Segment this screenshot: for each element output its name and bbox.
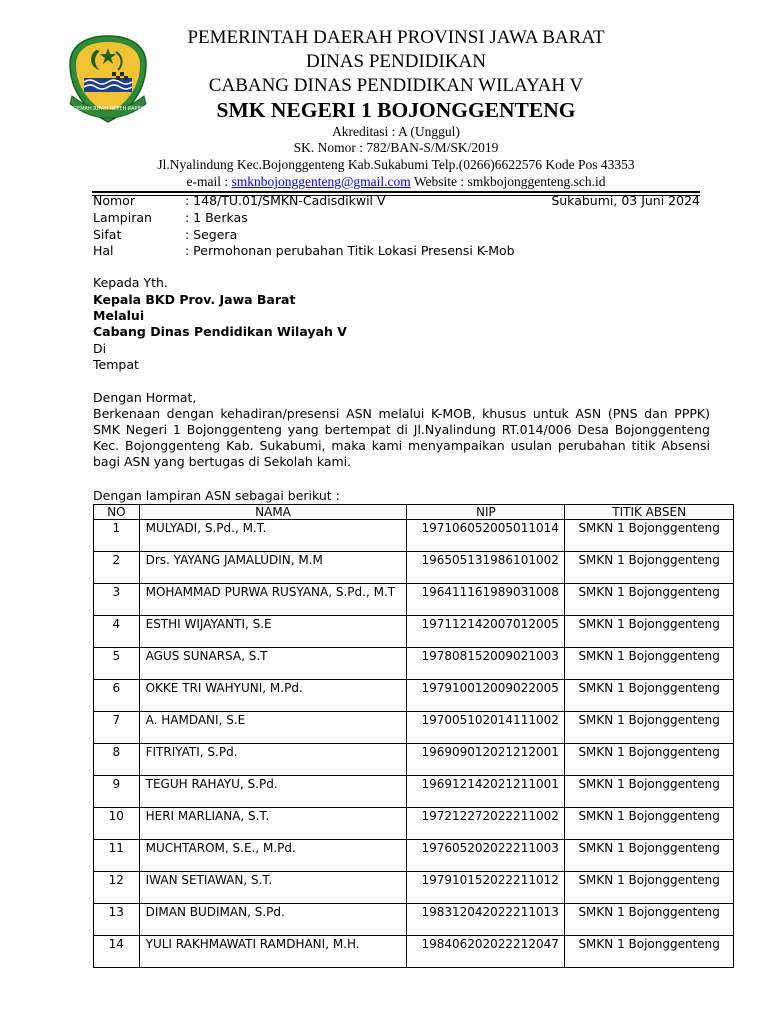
cell-titik-absen: SMKN 1 Bojonggenteng: [565, 808, 734, 840]
asn-table: [93, 504, 734, 968]
table-row: [94, 616, 734, 648]
meta-hal: [93, 243, 515, 259]
meta-hal-label: Hal: [93, 243, 114, 258]
cell-nip: 196912142021211001: [407, 776, 565, 808]
cell-nama: TEGUH RAHAYU, S.Pd.: [139, 776, 407, 808]
cell-no: 1: [94, 520, 140, 552]
cell-nip: 198312042022211013: [407, 904, 565, 936]
body-paragraph: Berkenaan dengan kehadiran/presensi ASN melalui K-MOB, khusus untuk ASN (PNS dan PPPK) SMK Negeri 1 Bojonggenteng yang bertempat di Jl.Nyalindung RT.014/006 Desa Bojonggenteng Kec. Bojonggenteng Kab. Sukabumi, maka kami menyampaikan usulan perubahan titik Absensi bagi ASN yang bertugas di Sekolah kami.: [93, 406, 710, 469]
cell-nama: MUCHTAROM, S.E., M.Pd.: [139, 840, 407, 872]
cell-nama: YULI RAKHMAWATI RAMDHANI, M.H.: [139, 936, 407, 968]
cell-no: 6: [94, 680, 140, 712]
cell-no: 2: [94, 552, 140, 584]
header-nip: NIP: [407, 505, 565, 520]
cell-nama: A. HAMDANI, S.E: [139, 712, 407, 744]
cell-nip: 197910152022211012: [407, 872, 565, 904]
recipient-name: Kepala BKD Prov. Jawa Barat: [93, 292, 296, 307]
meta-sifat: [93, 227, 237, 243]
cell-nip: 196505131986101002: [407, 552, 565, 584]
letterhead-school-name: SMK NEGERI 1 BOJONGGENTENG: [216, 98, 576, 122]
table-row: [94, 648, 734, 680]
table-row: [94, 744, 734, 776]
cell-titik-absen: SMKN 1 Bojonggenteng: [565, 552, 734, 584]
letterhead-sk-number: SK. Nomor : 782/BAN-S/M/SK/2019: [293, 140, 499, 155]
cell-nip: 197212272022211002: [407, 808, 565, 840]
cell-nip: 197605202022211003: [407, 840, 565, 872]
meta-lampiran-label: Lampiran: [93, 210, 152, 225]
cell-titik-absen: SMKN 1 Bojonggenteng: [565, 584, 734, 616]
meta-nomor: [93, 193, 386, 209]
cell-nama: IWAN SETIAWAN, S.T.: [139, 872, 407, 904]
meta-sifat-label: Sifat: [93, 227, 122, 242]
cell-no: 14: [94, 936, 140, 968]
cell-nip: 196411161989031008: [407, 584, 565, 616]
cell-nip: 197005102014111002: [407, 712, 565, 744]
letterhead-branch: CABANG DINAS PENDIDIKAN WILAYAH V: [208, 75, 584, 96]
cell-titik-absen: SMKN 1 Bojonggenteng: [565, 520, 734, 552]
cell-titik-absen: SMKN 1 Bojonggenteng: [565, 904, 734, 936]
email-link[interactable]: smknbojonggenteng@gmail.com: [231, 174, 411, 189]
attachment-intro: Dengan lampiran ASN sebagai berikut :: [93, 488, 340, 503]
table-header-row: [94, 505, 734, 520]
cell-no: 12: [94, 872, 140, 904]
table-row: [94, 584, 734, 616]
meta-nomor-value: : 148/TU.01/SMKN-Cadisdikwil V: [185, 193, 386, 208]
cell-no: 8: [94, 744, 140, 776]
recipient-via-office: Cabang Dinas Pendidikan Wilayah V: [93, 324, 347, 339]
cell-no: 13: [94, 904, 140, 936]
cell-titik-absen: SMKN 1 Bojonggenteng: [565, 744, 734, 776]
cell-nama: FITRIYATI, S.Pd.: [139, 744, 407, 776]
cell-no: 4: [94, 616, 140, 648]
cell-nip: 197112142007012005: [407, 616, 565, 648]
letterhead-contact: [92, 174, 700, 190]
cell-no: 7: [94, 712, 140, 744]
body-opening: Dengan Hormat,: [93, 390, 197, 405]
cell-nip: 198406202022212047: [407, 936, 565, 968]
cell-nama: MULYADI, S.Pd., M.T.: [139, 520, 407, 552]
table-row: [94, 680, 734, 712]
letterhead-department: DINAS PENDIDIKAN: [306, 51, 486, 72]
letterhead-accreditation: Akreditasi : A (Unggul): [332, 124, 460, 139]
cell-nip: 197910012009022005: [407, 680, 565, 712]
cell-titik-absen: SMKN 1 Bojonggenteng: [565, 616, 734, 648]
table-row: [94, 520, 734, 552]
cell-nama: AGUS SUNARSA, S.T: [139, 648, 407, 680]
meta-lampiran-value: : 1 Berkas: [185, 210, 248, 225]
meta-hal-value: : Permohonan perubahan Titik Lokasi Presensi K-Mob: [185, 243, 515, 258]
website-text: Website : smkbojonggenteng.sch.id: [410, 174, 606, 189]
table-row: [94, 936, 734, 968]
meta-sifat-value: : Segera: [185, 227, 238, 242]
meta-lampiran: [93, 210, 248, 226]
cell-nama: ESTHI WIJAYANTI, S.E: [139, 616, 407, 648]
recipient-di: Di: [93, 341, 107, 356]
recipient-greeting: Kepada Yth.: [93, 275, 168, 290]
cell-nama: DIMAN BUDIMAN, S.Pd.: [139, 904, 407, 936]
cell-nip: 196909012021212001: [407, 744, 565, 776]
table-row: [94, 904, 734, 936]
table-row: [94, 712, 734, 744]
cell-titik-absen: SMKN 1 Bojonggenteng: [565, 936, 734, 968]
header-nama: NAMA: [139, 505, 407, 520]
recipient-place: Tempat: [93, 357, 139, 372]
cell-nip: 197106052005011014: [407, 520, 565, 552]
cell-nama: HERI MARLIANA, S.T.: [139, 808, 407, 840]
table-row: [94, 552, 734, 584]
letterhead-address: Jl.Nyalindung Kec.Bojonggenteng Kab.Sukabumi Telp.(0266)6622576 Kode Pos 43353: [157, 157, 635, 172]
cell-no: 3: [94, 584, 140, 616]
cell-titik-absen: SMKN 1 Bojonggenteng: [565, 872, 734, 904]
cell-nip: 197808152009021003: [407, 648, 565, 680]
table-row: [94, 872, 734, 904]
cell-nama: MOHAMMAD PURWA RUSYANA, S.Pd., M.T: [139, 584, 407, 616]
table-row: [94, 776, 734, 808]
cell-titik-absen: SMKN 1 Bojonggenteng: [565, 680, 734, 712]
table-row: [94, 840, 734, 872]
svg-text:GEMAH RIPAH REPEH RAPIH: GEMAH RIPAH REPEH RAPIH: [73, 106, 143, 112]
email-label: e-mail :: [186, 174, 232, 189]
meta-nomor-label: Nomor: [93, 193, 135, 208]
header-no: NO: [94, 505, 140, 520]
cell-titik-absen: SMKN 1 Bojonggenteng: [565, 840, 734, 872]
cell-no: 5: [94, 648, 140, 680]
letter-date: Sukabumi, 03 Juni 2024: [551, 193, 700, 208]
cell-titik-absen: SMKN 1 Bojonggenteng: [565, 648, 734, 680]
header-titik-absen: TITIK ABSEN: [565, 505, 734, 520]
cell-no: 11: [94, 840, 140, 872]
cell-titik-absen: SMKN 1 Bojonggenteng: [565, 712, 734, 744]
cell-no: 9: [94, 776, 140, 808]
letterhead-government: PEMERINTAH DAERAH PROVINSI JAWA BARAT: [187, 27, 605, 48]
cell-titik-absen: SMKN 1 Bojonggenteng: [565, 776, 734, 808]
cell-nama: OKKE TRI WAHYUNI, M.Pd.: [139, 680, 407, 712]
table-row: [94, 808, 734, 840]
recipient-via: Melalui: [93, 308, 145, 323]
cell-no: 10: [94, 808, 140, 840]
cell-nama: Drs. YAYANG JAMALUDIN, M.M: [139, 552, 407, 584]
